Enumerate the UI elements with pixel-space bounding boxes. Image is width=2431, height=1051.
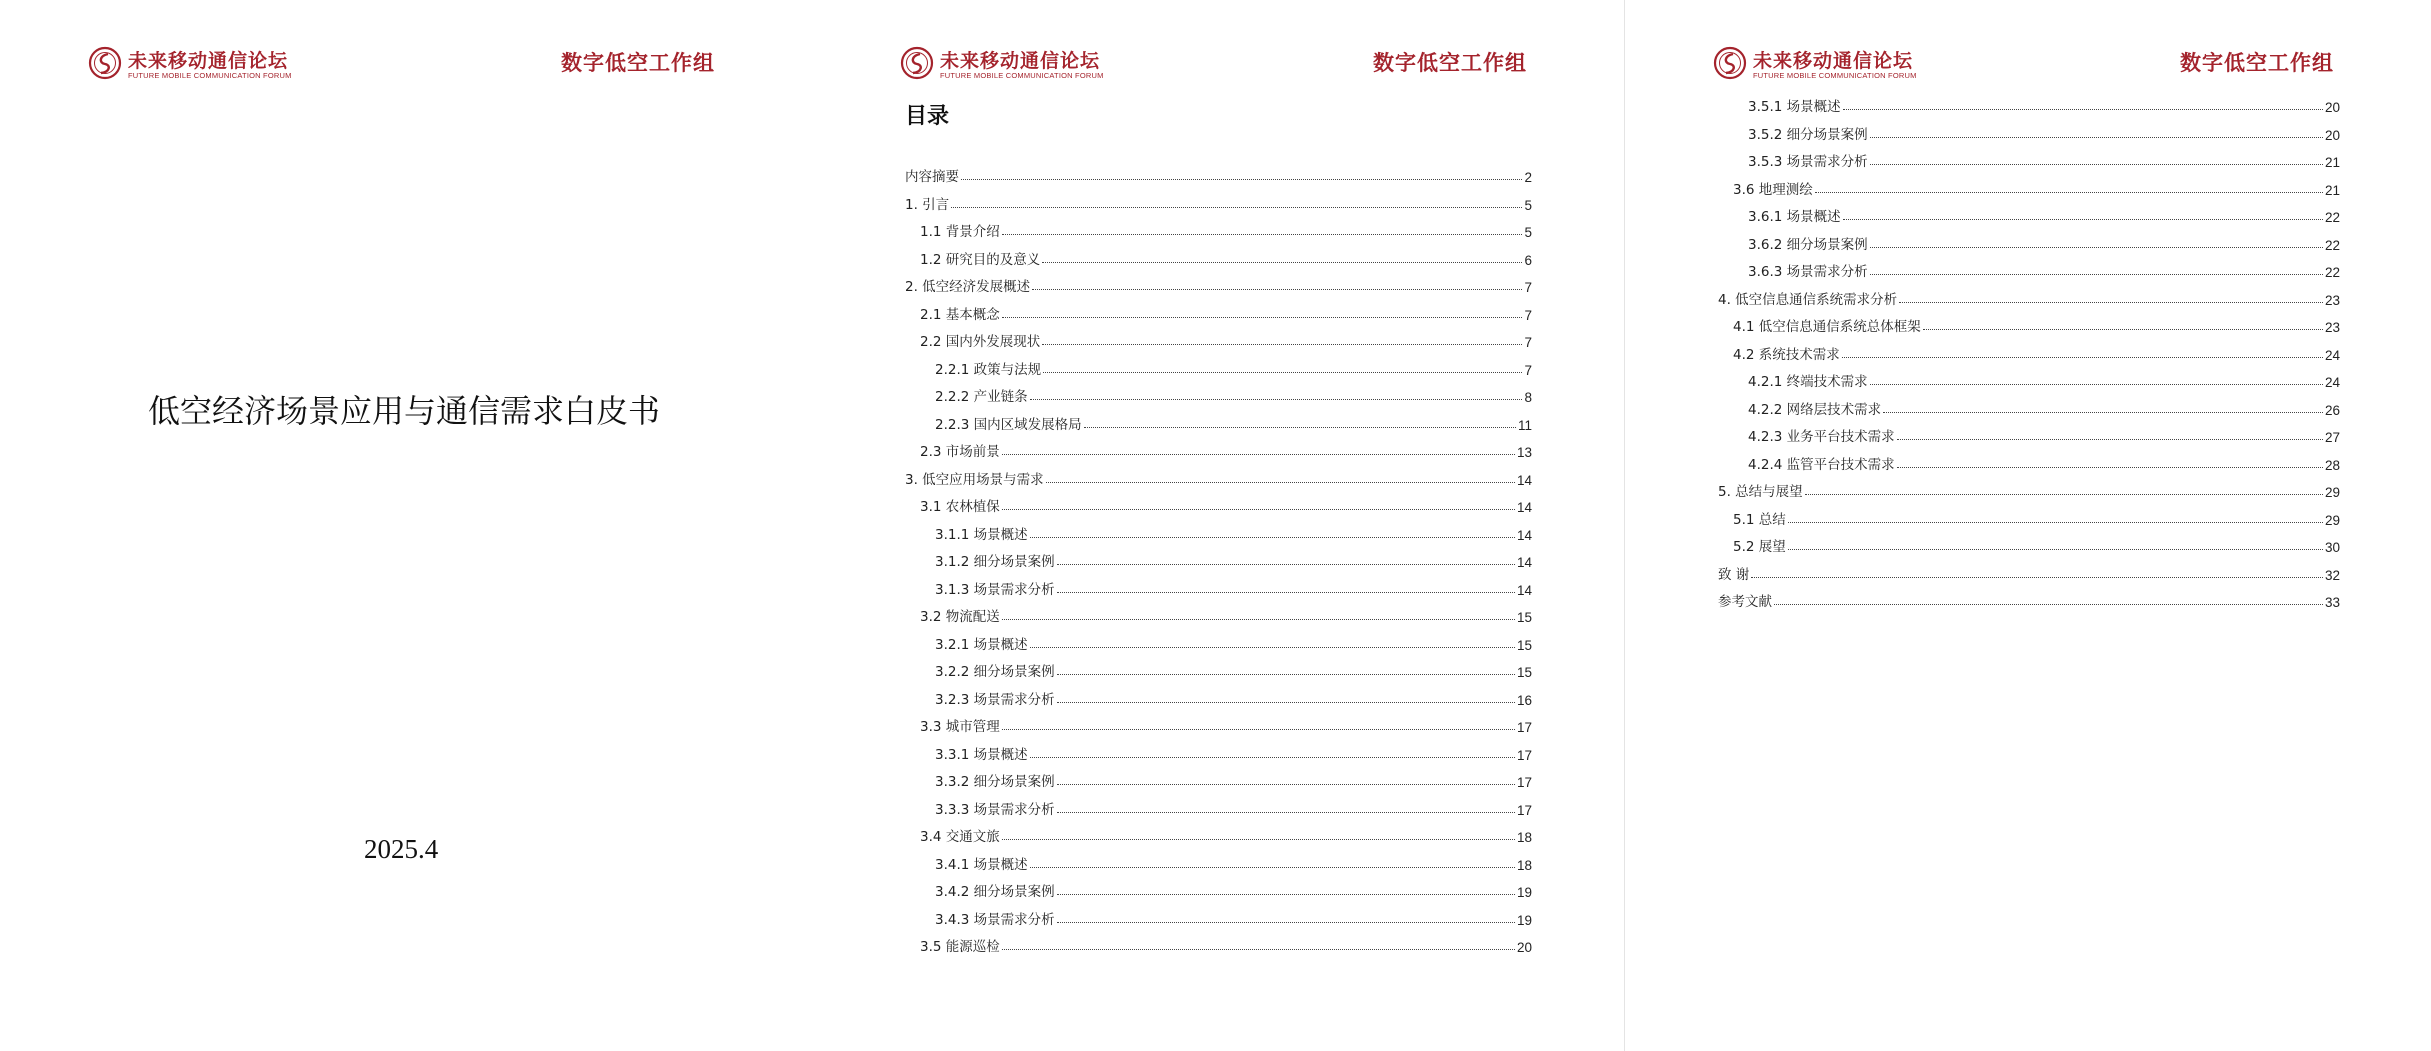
toc-entry-page-number: 18 [1516,857,1532,873]
toc-entry-title: 2.1 基本概念 [920,306,1000,323]
toc-dot-leader [1815,192,2323,193]
forum-emblem-icon [900,46,934,80]
toc-entry-title: 3.6.2 细分场景案例 [1748,236,1868,253]
toc-entry-title: 2.2.3 国内区域发展格局 [935,416,1082,433]
toc-dot-leader [961,179,1522,180]
toc-entry-page-number: 21 [2324,182,2340,198]
toc-dot-leader [1057,784,1515,785]
toc-dot-leader [1002,234,1523,235]
toc-entry[interactable] [1718,506,2340,528]
toc-entry[interactable] [905,218,1532,240]
logo-chinese-name: 未来移动通信论坛 [940,50,1101,72]
toc-dot-leader [1057,894,1515,895]
logo-english-name: FUTURE MOBILE COMMUNICATION FORUM [940,71,1104,80]
toc-dot-leader [1030,537,1515,538]
toc-dot-leader [1883,412,2323,413]
toc-entry-page-number: 20 [2324,100,2340,115]
toc-entry-title: 3.1.2 细分场景案例 [935,554,1055,570]
toc-entry[interactable] [1718,258,2340,280]
toc-entry-page-number: 8 [1524,390,1532,405]
toc-entry[interactable] [1718,396,2340,418]
toc-entry-title: 1. 引言 [905,196,950,213]
toc-page-2 [1625,0,2431,1051]
toc-entry-title: 3.6 地理测绘 [1733,181,1813,198]
toc-entry-page-number: 23 [2324,292,2340,308]
toc-dot-leader [1030,867,1515,868]
toc-entry-page-number: 7 [1524,307,1532,323]
toc-dot-leader [1032,289,1522,290]
forum-logo [900,46,1160,86]
toc-entry-page-number: 22 [2324,265,2340,280]
toc-entry-title: 4.2.1 终端技术需求 [1748,374,1868,390]
toc-entry-title: 5. 总结与展望 [1718,484,1803,500]
toc-entry-page-number: 14 [1516,555,1532,570]
toc-entry[interactable] [1718,368,2340,390]
toc-entry[interactable] [905,438,1532,460]
toc-dot-leader [1002,839,1515,840]
toc-entry[interactable] [905,273,1532,295]
toc-entry-title: 1.2 研究目的及意义 [920,251,1041,268]
toc-entry-page-number: 29 [2324,512,2340,528]
toc-entry[interactable] [905,851,1532,873]
toc-dot-leader [1899,302,2323,303]
toc-entry[interactable] [905,741,1532,763]
forum-emblem-icon [88,46,122,80]
toc-entry-title: 2. 低空经济发展概述 [905,279,1031,295]
toc-entry-title: 2.2.2 产业链条 [935,389,1028,405]
toc-dot-leader [1788,522,2323,523]
toc-entry[interactable] [905,576,1532,598]
logo-english-name: FUTURE MOBILE COMMUNICATION FORUM [128,71,292,80]
document-title: 低空经济场景应用与通信需求白皮书 [148,392,661,430]
toc-entry-page-number: 20 [1516,940,1532,955]
toc-entry-title: 5.1 总结 [1733,511,1786,528]
page-header [812,0,1624,90]
toc-dot-leader [1057,922,1515,923]
toc-entry-page-number: 33 [2324,595,2340,610]
toc-entry[interactable] [905,163,1532,185]
toc-entry-page-number: 20 [2324,127,2340,143]
toc-entry-page-number: 19 [1516,885,1532,900]
toc-entry-title: 致 谢 [1718,566,1750,583]
toc-entry[interactable] [905,466,1532,488]
toc-entry[interactable] [1718,451,2340,473]
toc-dot-leader [1084,427,1516,428]
toc-entry-page-number: 19 [1516,912,1532,928]
toc-entry[interactable] [1718,533,2340,555]
toc-entry-title: 4.2.2 网络层技术需求 [1748,401,1882,418]
toc-dot-leader [1774,604,2323,605]
toc-entry-title: 4. 低空信息通信系统需求分析 [1718,291,1898,308]
toc-entry-page-number: 14 [1516,582,1532,598]
toc-entry[interactable] [1718,341,2340,363]
toc-entry-page-number: 17 [1516,802,1532,818]
toc-entry[interactable] [1718,176,2340,198]
toc-dot-leader [1043,372,1522,373]
toc-entry[interactable] [1718,478,2340,500]
toc-entry-page-number: 14 [1516,527,1532,543]
toc-entry[interactable] [905,686,1532,708]
toc-entry-page-number: 15 [1516,665,1532,680]
toc-entry-page-number: 23 [2324,320,2340,335]
toc-entry[interactable] [905,191,1532,213]
toc-entry[interactable] [1718,231,2340,253]
toc-entry[interactable] [1718,93,2340,115]
forum-logo [88,46,348,86]
logo-chinese-name: 未来移动通信论坛 [128,50,289,72]
toc-entry-page-number: 22 [2324,237,2340,253]
toc-dot-leader [1843,109,2323,110]
toc-dot-leader [1002,317,1523,318]
toc-entry-title: 3.3 城市管理 [920,719,1000,735]
toc-dot-leader [1805,494,2323,495]
toc-entry-page-number: 32 [2324,567,2340,583]
forum-emblem-icon [1713,46,1747,80]
toc-entry-page-number: 7 [1524,335,1532,350]
toc-entry-title: 3.1.3 场景需求分析 [935,581,1055,598]
toc-entry[interactable] [1718,313,2340,335]
toc-dot-leader [1843,219,2323,220]
toc-entry[interactable] [1718,203,2340,225]
toc-entry-title: 2.2.1 政策与法规 [935,361,1042,378]
toc-entry-page-number: 14 [1516,472,1532,488]
toc-dot-leader [1002,509,1515,510]
toc-entry-page-number: 24 [2324,347,2340,363]
toc-entry-page-number: 5 [1524,197,1532,213]
toc-entry-page-number: 7 [1524,362,1532,378]
working-group-name: 数字低空工作组 [1373,50,1527,75]
toc-entry-title: 2.2 国内外发展现状 [920,334,1041,350]
toc-entry-page-number: 15 [1516,637,1532,653]
toc-entry-page-number: 18 [1516,830,1532,845]
toc-dot-leader [1002,619,1515,620]
page-header [1625,0,2431,90]
toc-dot-leader [1788,549,2323,550]
toc-entry-page-number: 16 [1516,692,1532,708]
toc-entry-page-number: 27 [2324,430,2340,445]
toc-entry-page-number: 17 [1516,747,1532,763]
toc-entry-title: 3.3.1 场景概述 [935,746,1028,763]
working-group-name: 数字低空工作组 [561,50,715,75]
toc-entry[interactable] [905,548,1532,570]
toc-entry-page-number: 14 [1516,500,1532,515]
toc-entry-page-number: 11 [1517,417,1532,433]
toc-entry[interactable] [905,603,1532,625]
toc-dot-leader [1057,564,1515,565]
toc-entry-title: 4.2 系统技术需求 [1733,346,1840,363]
toc-entry-page-number: 21 [2324,155,2340,170]
toc-dot-leader [1042,262,1522,263]
toc-entry-title: 1.1 背景介绍 [920,224,1000,240]
toc-entry-title: 参考文献 [1718,594,1772,610]
toc-entry-title: 3.5.3 场景需求分析 [1748,154,1868,170]
toc-entry-page-number: 6 [1524,252,1532,268]
toc-entry-title: 3.2.3 场景需求分析 [935,691,1055,708]
working-group-name: 数字低空工作组 [2180,50,2334,75]
toc-dot-leader [1046,482,1515,483]
toc-dot-leader [1897,467,2323,468]
toc-entry[interactable] [905,493,1532,515]
toc-entry-title: 3.2.1 场景概述 [935,636,1028,653]
toc-entry[interactable] [905,658,1532,680]
toc-dot-leader [1030,647,1515,648]
toc-entry[interactable] [905,933,1532,955]
toc-entry-title: 2.3 市场前景 [920,444,1000,460]
toc-dot-leader [1870,274,2323,275]
toc-entry[interactable] [905,768,1532,790]
toc-dot-leader [1870,384,2323,385]
toc-entry[interactable] [905,823,1532,845]
toc-entry-title: 4.2.4 监管平台技术需求 [1748,456,1895,473]
toc-entry-title: 3.4.2 细分场景案例 [935,884,1055,900]
toc-dot-leader [1870,137,2323,138]
toc-entry[interactable] [905,713,1532,735]
toc-entry-title: 4.1 低空信息通信系统总体框架 [1733,319,1921,335]
toc-entry[interactable] [1718,286,2340,308]
toc-dot-leader [1057,674,1515,675]
toc-dot-leader [1057,702,1515,703]
toc-entry-title: 3.3.2 细分场景案例 [935,774,1055,790]
toc-entry[interactable] [905,246,1532,268]
toc-entry-page-number: 13 [1516,445,1532,460]
toc-entry-page-number: 30 [2324,540,2340,555]
toc-entry[interactable] [1718,121,2340,143]
toc-entry-page-number: 26 [2324,402,2340,418]
toc-page-1 [812,0,1625,1051]
toc-entry-page-number: 24 [2324,375,2340,390]
forum-logo [1713,46,1973,86]
toc-entry-title: 3.4.3 场景需求分析 [935,911,1055,928]
toc-entry[interactable] [905,631,1532,653]
toc-entry-title: 3.1.1 场景概述 [935,526,1028,543]
toc-entry-title: 3.4.1 场景概述 [935,856,1028,873]
toc-entry-title: 5.2 展望 [1733,539,1786,555]
toc-entry-page-number: 29 [2324,485,2340,500]
toc-entry[interactable] [905,411,1532,433]
toc-dot-leader [1923,329,2323,330]
toc-entry[interactable] [1718,423,2340,445]
toc-heading: 目录 [905,104,950,129]
toc-entry[interactable] [905,328,1532,350]
toc-entry-title: 3.5.1 场景概述 [1748,99,1841,115]
toc-entry-title: 4.2.3 业务平台技术需求 [1748,429,1895,445]
toc-dot-leader [1870,164,2323,165]
toc-entry[interactable] [905,356,1532,378]
toc-entry-page-number: 7 [1524,280,1532,295]
toc-entry-title: 3.5 能源巡检 [920,939,1000,955]
toc-entry[interactable] [905,906,1532,928]
toc-entry[interactable] [905,521,1532,543]
toc-entry[interactable] [1718,148,2340,170]
logo-english-name: FUTURE MOBILE COMMUNICATION FORUM [1753,71,1917,80]
toc-dot-leader [1030,399,1523,400]
toc-entry[interactable] [905,301,1532,323]
toc-entry[interactable] [1718,561,2340,583]
toc-entry-title: 3.6.1 场景概述 [1748,209,1841,225]
toc-entry-title: 3.4 交通文旅 [920,829,1000,845]
logo-chinese-name: 未来移动通信论坛 [1753,50,1914,72]
toc-dot-leader [1870,247,2323,248]
toc-dot-leader [951,207,1522,208]
toc-dot-leader [1751,577,2323,578]
toc-entry-title: 3.2 物流配送 [920,609,1000,625]
toc-entry[interactable] [905,878,1532,900]
toc-entry[interactable] [905,796,1532,818]
toc-dot-leader [1002,454,1515,455]
toc-entry-page-number: 17 [1516,775,1532,790]
toc-dot-leader [1897,439,2323,440]
toc-dot-leader [1002,729,1515,730]
toc-entry-page-number: 2 [1524,170,1532,185]
page-header [0,0,812,90]
toc-entry[interactable] [1718,588,2340,610]
cover-page [0,0,812,1051]
toc-dot-leader [1030,757,1515,758]
toc-entry-title: 3.6.3 场景需求分析 [1748,264,1868,280]
toc-entry[interactable] [905,383,1532,405]
toc-dot-leader [1002,949,1515,950]
toc-dot-leader [1057,592,1515,593]
toc-entry-page-number: 15 [1516,610,1532,625]
toc-entry-title: 内容摘要 [905,169,959,185]
toc-dot-leader [1057,812,1515,813]
document-date: 2025.4 [364,834,439,864]
toc-entry-page-number: 22 [2324,210,2340,225]
toc-dot-leader [1042,344,1522,345]
toc-entry-title: 3.5.2 细分场景案例 [1748,126,1868,143]
toc-dot-leader [1842,357,2323,358]
toc-entry-title: 3. 低空应用场景与需求 [905,471,1044,488]
toc-entry-page-number: 5 [1524,225,1532,240]
toc-entry-title: 3.3.3 场景需求分析 [935,801,1055,818]
toc-entry-title: 3.1 农林植保 [920,499,1000,515]
toc-entry-page-number: 28 [2324,457,2340,473]
toc-entry-page-number: 17 [1516,720,1532,735]
toc-entry-title: 3.2.2 细分场景案例 [935,664,1055,680]
